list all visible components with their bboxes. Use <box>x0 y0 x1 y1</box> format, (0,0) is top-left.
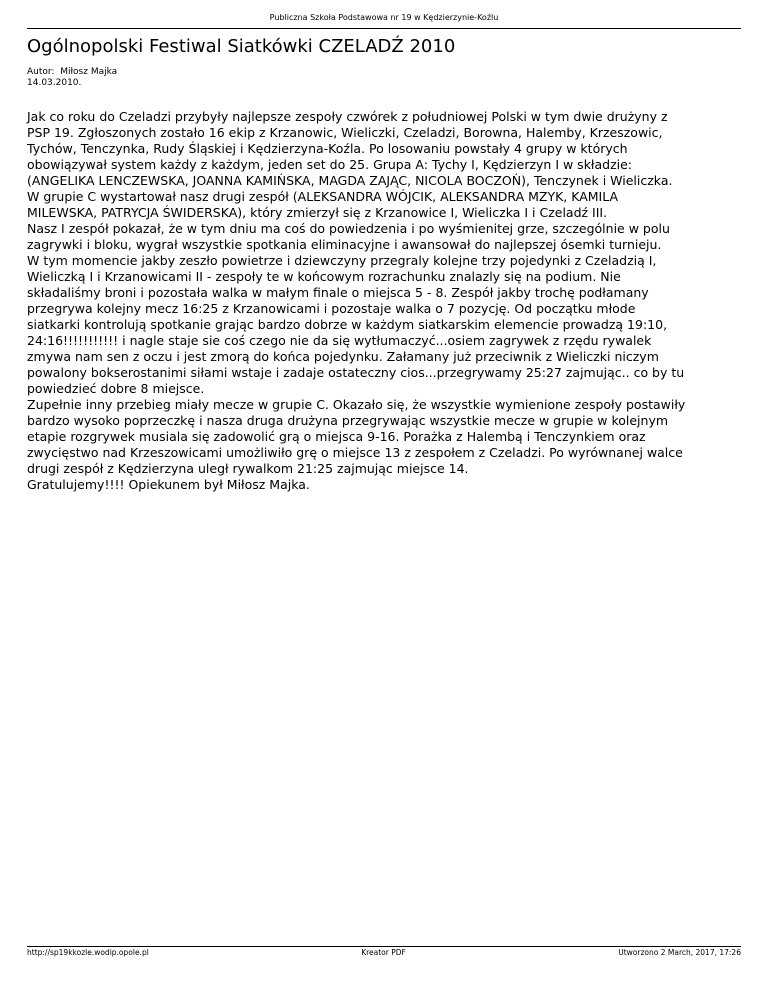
footer-created: Utworzono 2 March, 2017, 17:26 <box>618 948 741 957</box>
paragraph-3: Zupełnie inny przebieg miały mecze w grupie C. Okazało się, że wszystkie wymienione zespoły postawiły bardzo wysoko poprzeczkę i nasza druga drużyna przegrywając wszystkie mecze w grupie w kolejnym etapie rozgrywek musiala się zadowolić grą o miejsca 9-16. Porażka z Halembą i Tenczynkiem oraz zwycięstwo nad Krzeszowicami umożliwiło grę o miejsce 13 z zespołem z Czeladzi. Po wyrównanej walce drugi zespół z Kędzierzyna uległ rywalkom 21:25 zajmując miejsce 14. <box>27 397 686 476</box>
footer-divider <box>27 946 741 947</box>
paragraph-4: Gratulujemy!!!! Opiekunem był Miłosz Majka. <box>27 477 310 492</box>
header-divider <box>27 28 741 29</box>
page-header: Publiczna Szkoła Podstawowa nr 19 w Kędzierzynie-Koźlu <box>269 13 499 22</box>
author-line <box>27 67 117 78</box>
footer-url[interactable]: http://sp19kkozle.wodip.opole.pl <box>27 948 149 957</box>
paragraph-2: Nasz I zespół pokazał, że w tym dniu ma coś do powiedzenia i po wyśmienitej grze, szczególnie w polu zagrywki i bloku, wygrał wszystkie spotkania eliminacyjne i awansował do najlepszej ósemki turnieju. W tym momencie jakby zeszło powietrze i dziewczyny przegraly kolejne trzy pojedynki z Czeladzią I, Wieliczką I i Krzanowicami II - zespoły te w końcowym rozrachunku znalazly się na podium. Nie składaliśmy broni i pozostała walka w małym finale o miejsca 5 - 8. Zespół jakby trochę podłamany przegrywa kolejny mecz 16:25 z Krzanowicami i pozostaje walka o 7 pozycję. Od początku młode siatkarki kontrolują spotkanie grając bardzo dobrze w każdym siatkarskim elemencie prowadzą 19:10, 24:16!!!!!!!!!!! i nagle staje sie coś czego nie da się wytłumaczyć...osiem zagrywek z rzędu rywalek zmywa nam sen z oczu i jest zmorą do końca pojedynku. Załamany już przeciwnik z Wieliczki niczym powalony bokserostanimi siłami wstaje i zadaje ostateczny cios...przegrywamy 25:27 zajmując.. co by tu powiedzieć dobre 8 miejsce. <box>27 221 685 396</box>
article-title: Ogólnopolski Festiwal Siatkówki CZELADŹ 2010 <box>27 36 456 57</box>
footer-generator: Kreator PDF <box>361 948 406 957</box>
article-date: 14.03.2010. <box>27 78 82 88</box>
article-body <box>27 109 743 493</box>
article-meta <box>27 67 117 89</box>
page-footer <box>27 948 741 957</box>
author-label: Autor: <box>27 67 55 77</box>
author-name: Miłosz Majka <box>60 67 118 77</box>
paragraph-1: Jak co roku do Czeladzi przybyły najlepsze zespoły czwórek z południowej Polski w tym dwie drużyny z PSP 19. Zgłoszonych zostało 16 ekip z Krzanowic, Wieliczki, Czeladzi, Borowna, Halemby, Krzeszowic, Tychów, Tenczynka, Rudy Śląskiej i Kędzierzyna-Koźla. Po losowaniu powstały 4 grupy w których obowiązywał system każdy z każdym, jeden set do 25. Grupa A: Tychy I, Kędzierzyn I w składzie: (ANGELIKA LENCZEWSKA, JOANNA KAMIŃSKA, MAGDA ZAJĄC, NICOLA BOCZOŃ), Tenczynek i Wieliczka. W grupie C wystartował nasz drugi zespół (ALEKSANDRA WÓJCIK, ALEKSANDRA MZYK, KAMILA MILEWSKA, PATRYCJA ŚWIDERSKA), który zmierzył się z Krzanowice I, Wieliczka I i Czeladź III. <box>27 109 673 220</box>
